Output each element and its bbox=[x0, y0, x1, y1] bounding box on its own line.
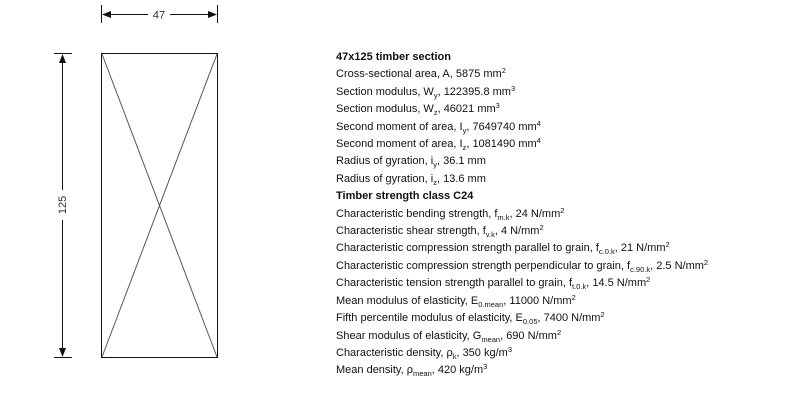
strength-properties-list bbox=[336, 206, 708, 380]
property-value: , 2.5 N/mm bbox=[650, 259, 704, 272]
unit-exponent: 2 bbox=[539, 223, 544, 233]
unit-exponent: 2 bbox=[703, 257, 709, 267]
property-subscript: mean bbox=[481, 334, 501, 344]
property-value: , 21 N/mm bbox=[614, 242, 666, 255]
unit-exponent: 2 bbox=[600, 310, 605, 320]
property-label: Second moment of area, I bbox=[336, 138, 463, 151]
property-label: Second moment of area, I bbox=[336, 120, 463, 133]
property-label: Mean density, ρ bbox=[336, 364, 413, 377]
property-value: , 36.1 mm bbox=[436, 155, 486, 168]
property-label: Characteristic density, ρ bbox=[336, 346, 453, 359]
property-row bbox=[336, 223, 708, 240]
property-value: , 7649740 mm bbox=[466, 120, 537, 133]
width-label: 47 bbox=[152, 9, 166, 22]
unit-exponent: 2 bbox=[501, 66, 506, 76]
property-subscript: c.0.k bbox=[598, 247, 615, 257]
property-subscript: 0.mean bbox=[478, 299, 504, 309]
property-row bbox=[336, 171, 708, 188]
property-label: Characteristic bending strength, f bbox=[336, 207, 498, 220]
property-label: Radius of gyration, i bbox=[336, 172, 434, 185]
unit-exponent: 3 bbox=[483, 362, 488, 372]
property-subscript: y bbox=[433, 90, 438, 100]
property-label: Cross-sectional area, A, bbox=[336, 68, 456, 81]
unit-exponent: 2 bbox=[560, 205, 565, 215]
property-subscript: m.k bbox=[497, 212, 510, 222]
property-subscript: k bbox=[452, 351, 457, 361]
property-row bbox=[336, 293, 708, 310]
property-label: Shear modulus of elasticity, G bbox=[336, 329, 482, 342]
property-value: , 4 N/mm bbox=[494, 225, 540, 238]
section-title: 47x125 timber section bbox=[336, 51, 451, 63]
unit-exponent: 2 bbox=[571, 292, 576, 302]
property-row bbox=[336, 275, 708, 292]
height-label: 125 bbox=[57, 195, 69, 215]
property-row bbox=[336, 84, 708, 101]
unit-exponent: 2 bbox=[556, 327, 562, 337]
property-label: Characteristic tension strength parallel to grain, f bbox=[336, 277, 573, 290]
unit-exponent: 3 bbox=[507, 344, 512, 354]
property-row bbox=[336, 328, 708, 345]
property-row bbox=[336, 310, 708, 327]
property-subscript: c.90.k bbox=[630, 264, 651, 274]
property-subscript: y bbox=[433, 160, 437, 170]
property-label: Radius of gyration, i bbox=[336, 155, 434, 168]
property-label: Characteristic compression strength parallel to grain, f bbox=[336, 242, 599, 255]
property-label: Section modulus, W bbox=[336, 85, 434, 98]
timber-section-outline bbox=[102, 54, 218, 358]
property-subscript: y bbox=[462, 125, 467, 135]
unit-exponent: 4 bbox=[536, 136, 541, 146]
properties-panel bbox=[336, 49, 708, 380]
property-value: , 46021 mm bbox=[437, 103, 496, 116]
property-value: , 13.6 mm bbox=[436, 172, 486, 185]
property-value: , 14.5 N/mm bbox=[586, 277, 647, 290]
property-value: , 122395.8 mm bbox=[437, 85, 511, 98]
property-row bbox=[336, 362, 708, 379]
section-drawing bbox=[0, 0, 330, 420]
property-row bbox=[336, 258, 708, 275]
property-label: Section modulus, W bbox=[336, 103, 434, 116]
property-label: Characteristic shear strength, f bbox=[336, 225, 486, 238]
property-subscript: z bbox=[433, 108, 438, 118]
strength-class-title: Timber strength class C24 bbox=[336, 190, 474, 203]
property-value: , 690 N/mm bbox=[500, 329, 557, 342]
property-subscript: z bbox=[433, 177, 437, 187]
unit-exponent: 2 bbox=[665, 240, 670, 250]
section-properties-list bbox=[336, 66, 708, 188]
property-label: Mean modulus of elasticity, E bbox=[336, 294, 479, 307]
unit-exponent: 3 bbox=[495, 101, 500, 111]
property-row bbox=[336, 136, 708, 153]
unit-exponent: 4 bbox=[536, 118, 541, 128]
property-row bbox=[336, 119, 708, 136]
property-row bbox=[336, 153, 708, 170]
property-value: , 11000 N/mm bbox=[503, 294, 572, 307]
property-row bbox=[336, 240, 708, 257]
property-row bbox=[336, 66, 708, 83]
property-subscript: v.k bbox=[485, 230, 495, 240]
property-subscript: t.0.k bbox=[572, 282, 587, 292]
unit-exponent: 3 bbox=[510, 83, 516, 93]
property-row bbox=[336, 345, 708, 362]
property-row bbox=[336, 101, 708, 118]
property-subscript: z bbox=[462, 143, 467, 153]
unit-exponent: 2 bbox=[646, 275, 651, 285]
property-value: , 350 kg/m bbox=[456, 346, 508, 359]
property-subscript: 0.05 bbox=[522, 317, 538, 327]
property-subscript: mean bbox=[412, 369, 432, 379]
property-label: Characteristic compression strength perpendicular to grain, f bbox=[336, 259, 631, 272]
property-value: , 7400 N/mm bbox=[537, 312, 601, 325]
property-value: , 24 N/mm bbox=[509, 207, 561, 220]
property-value: 5875 mm bbox=[455, 68, 502, 81]
property-value: , 1081490 mm bbox=[466, 138, 537, 151]
property-row bbox=[336, 206, 708, 223]
property-value: , 420 kg/m bbox=[431, 364, 484, 377]
property-label: Fifth percentile modulus of elasticity, E bbox=[336, 312, 523, 325]
